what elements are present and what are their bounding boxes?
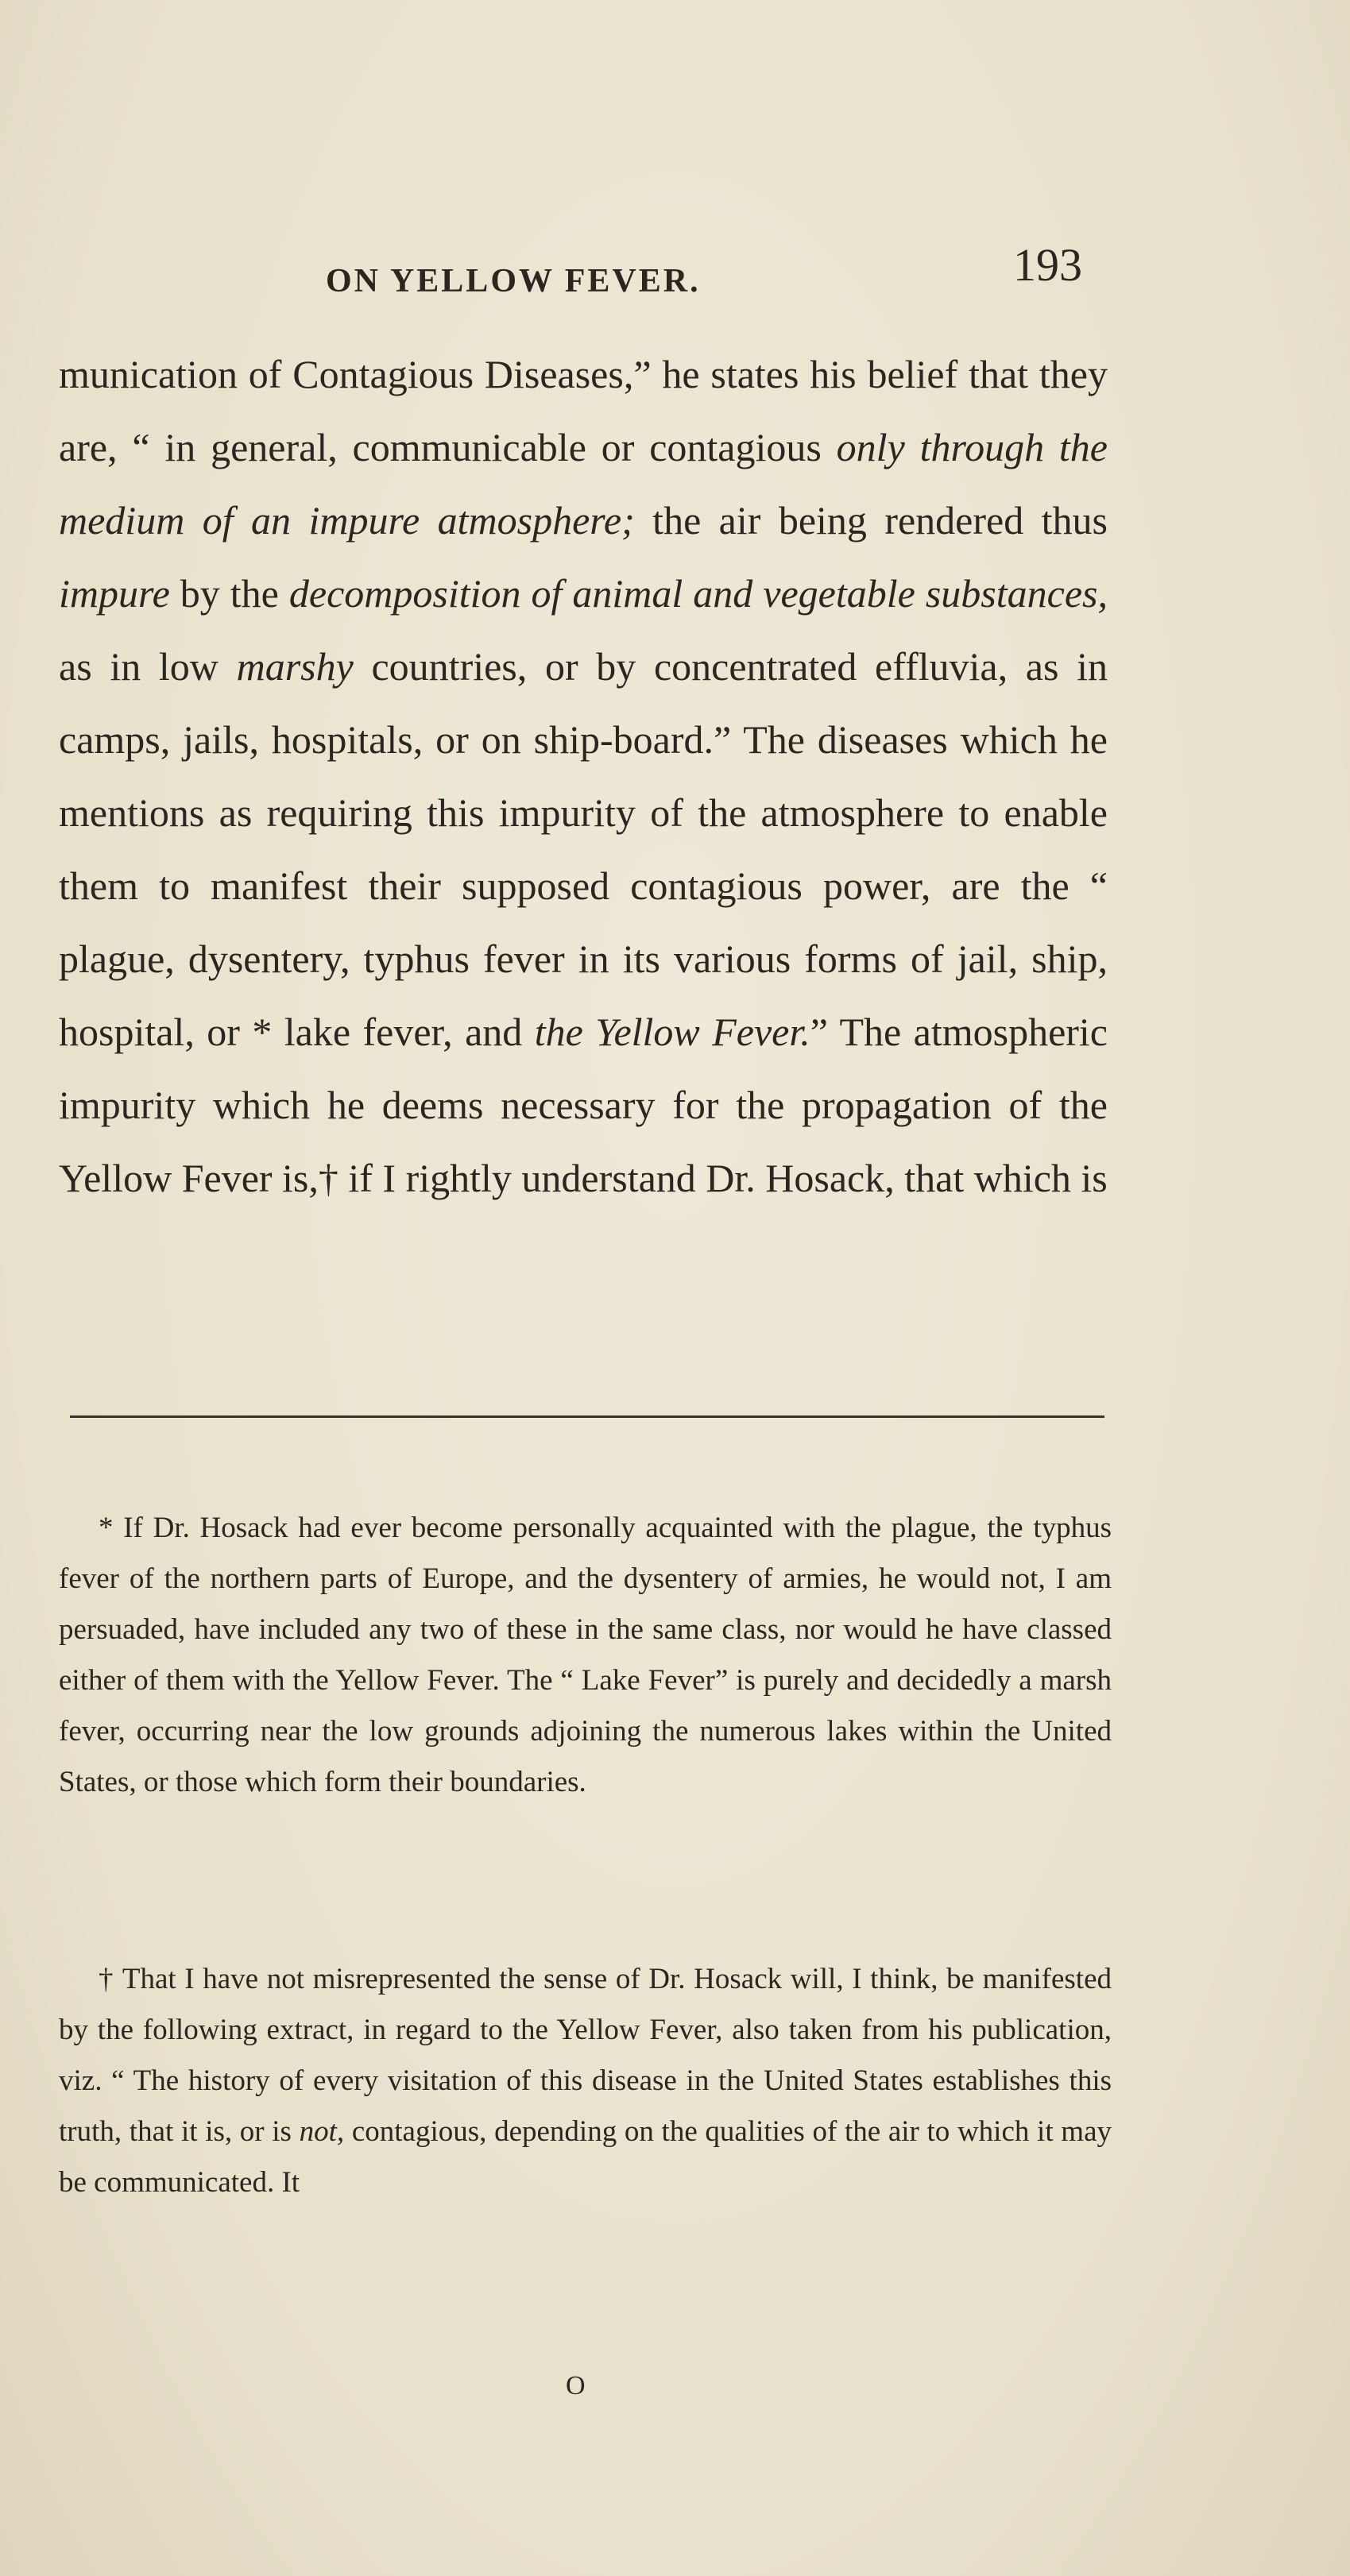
footnote-2-text-2: contagious, depending on the qualities of the air to which it may be communicated. It bbox=[59, 2115, 1112, 2199]
body-text-4: as in low bbox=[59, 644, 237, 689]
footnote-1-text: * If Dr. Hosack had ever become personally acquainted with the plague, the typhus fever of the northern parts of Europe, and the dysentery of armies, he would not, I am persuaded, have included any two of these in the same class, nor would he have classed either of them with the Yellow Fever. The “ Lake Fever” is purely and decidedly a marsh fever, occurring near the low grounds adjoining the numerous lakes within the United States, or those which form their boundaries. bbox=[59, 1512, 1112, 1798]
body-italic-2: impure bbox=[59, 571, 170, 616]
footnote-2-italic: not, bbox=[299, 2115, 345, 2148]
footnote-2 bbox=[59, 1954, 1112, 2208]
body-italic-5: the Yellow Fever. bbox=[534, 1010, 810, 1054]
body-paragraph bbox=[59, 338, 1108, 1215]
body-text-5: countries, or by concentrated effluvia, as in camps, jails, hospitals, or on ship-board.” The diseases which he mentions as requiring this impurity of the atmosphere to enable them to manifest their supposed contagious power, are the “ plague, dysentery, typhus fever in its various forms of jail, ship, hospital, or * lake fever, and bbox=[59, 644, 1108, 1054]
body-text-2: the air being rendered thus bbox=[634, 498, 1108, 543]
page-number: 193 bbox=[1013, 239, 1082, 291]
body-text-6: ” The atmospheric impurity which he deems necessary for the propagation of the Yellow Fever is,† if I rightly understand Dr. Hosack, that which is bbox=[59, 1010, 1108, 1200]
body-italic-4: marshy bbox=[236, 644, 354, 689]
body-text-1: munication of Contagious Diseases,” he states his belief that they are, “ in general, communicable or contagious bbox=[59, 352, 1108, 469]
body-text-3: by the bbox=[169, 571, 289, 616]
footnote-rule bbox=[70, 1415, 1104, 1418]
signature-mark: O bbox=[566, 2371, 586, 2400]
footnote-2-text-1: † That I have not misrepresented the sense of Dr. Hosack will, I think, be manifested by the following extract, in regard to the Yellow Fever, also taken from his publication, viz. “ The history of every visitation of this disease in the United States establishes this truth, that it is, or is bbox=[59, 1963, 1112, 2148]
body-italic-1: only through the medium of an impure atmosphere; bbox=[59, 425, 1108, 543]
running-head: ON YELLOW FEVER. bbox=[326, 263, 701, 299]
body-italic-3: decomposition of animal and vegetable substances, bbox=[288, 571, 1108, 616]
footnote-1 bbox=[59, 1503, 1112, 1808]
